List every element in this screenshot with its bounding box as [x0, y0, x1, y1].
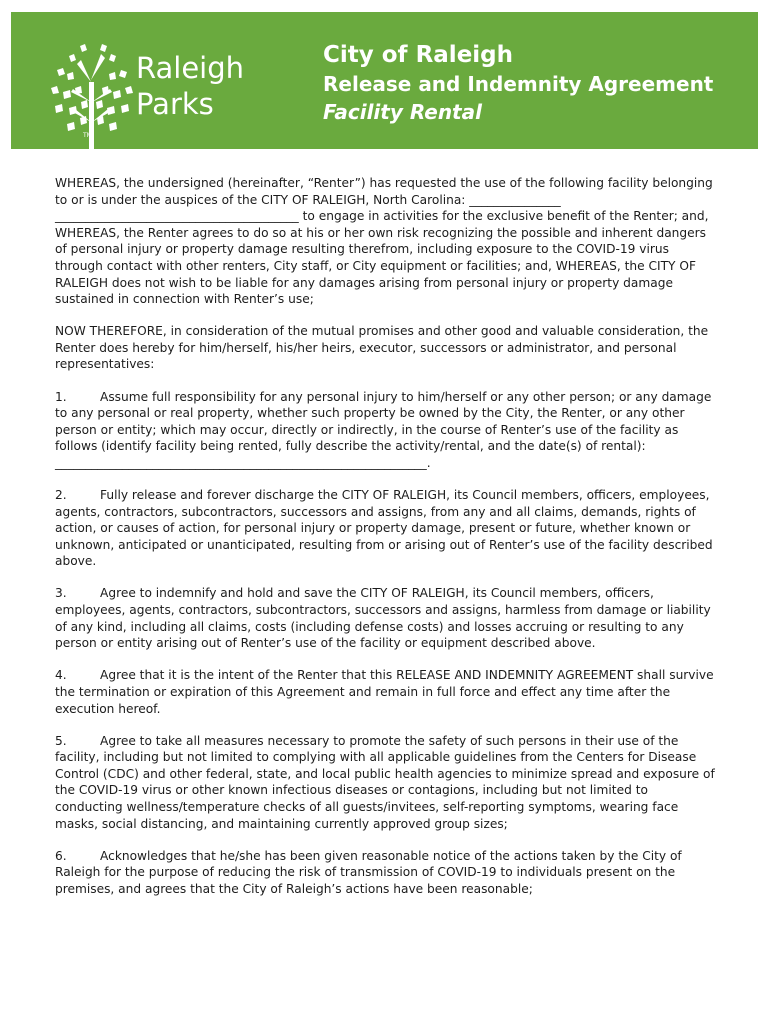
clause-number: 2. — [55, 488, 67, 502]
brand-name — [136, 50, 244, 122]
brand-line-2: Parks — [136, 87, 214, 121]
clause-text: Agree to indemnify and hold and save the CITY OF RALEIGH, its Council members, officers, employees, agents, contractors, subcontractors, successors and assigns, harmless from damage or liability of any kind, including all claims, costs (including defense costs) and losses accruing or resulting to any person or entity arising out of Renter’s use of the facility or equipment described above. — [55, 586, 711, 651]
clause-number: 5. — [55, 733, 67, 748]
clause-number: 6. — [55, 848, 67, 863]
clause-6 — [55, 848, 719, 898]
clause-text: Agree to take all measures necessary to promote the safety of such persons in their use of the facility, including but not limited to complying with all applicable guidelines from the Centers for Disease Control (CDC) and other federal, state, and local public health agencies to minimize spread and exposure of the COVID-19 virus or other known infectious diseases or contagions, including but not limited to conducting wellness/temperature checks of all guests/invitees, self-reporting symptoms, wearing face masks, social distancing, and maintaining currently approved group sizes; — [55, 733, 715, 831]
clause-text: Assume full responsibility for any personal injury to him/herself or any other person; or any damage to any personal or real property, whether such property be owned by the City, the Renter, or any other person or entity; which may occur, directly or indirectly, in the course of Renter’s use of the facility as follows (identify facility being rented, fully describe the activity/rental, and the date(s) of rental): _____________________________________________________________. — [55, 389, 712, 470]
clause-number: 4. — [55, 668, 67, 683]
tree-logo-icon — [47, 42, 137, 150]
document-title: City of Raleigh — [323, 42, 514, 68]
agreement-body — [55, 175, 719, 913]
trademark-mark: TM — [83, 132, 92, 139]
clause-text: Fully release and forever discharge the CITY OF RALEIGH, its Council members, officers, employees, agents, contractors, subcontractors, successors and assigns, from any and all claims, demands, rights of action, or causes of action, for personal injury or property damage, present or future, whether known or unknown, anticipated or unanticipated, resulting from or arising out of Renter’s use of the facility described above. — [55, 488, 713, 569]
now-therefore-paragraph: NOW THEREFORE, in consideration of the mutual promises and other good and valuable consideration, the Renter does hereby for him/herself, his/her heirs, executor, successors or administrator, and personal representatives: — [55, 324, 709, 372]
clause-3 — [55, 585, 719, 651]
document-subtitle-italic: Facility Rental — [323, 100, 482, 124]
clause-5 — [55, 733, 719, 833]
clause-number: 3. — [55, 586, 67, 601]
clause-4 — [55, 667, 719, 717]
brand-line-1: Raleigh — [136, 51, 245, 85]
clause-number: 1. — [55, 389, 67, 404]
clause-2 — [55, 487, 719, 570]
clause-text: Agree that it is the intent of the Renter that this RELEASE AND INDEMNITY AGREEMENT shall survive the termination or expiration of this Agreement and remain in full force and effect any time after the execution hereof. — [55, 668, 714, 716]
whereas-paragraph: WHEREAS, the undersigned (hereinafter, “Renter”) has requested the use of the following facility belonging to or is under the auspices of the CITY OF RALEIGH, North Carolina: _______________ ________________________________________ to engage in activities for the exclusive benefit of the Renter; and, WHEREAS, the Renter agrees to do so at his or her own risk recognizing the possible and inherent dangers of personal injury or property damage resulting therefrom, including exposure to the COVID-19 virus through contact with other renters, City staff, or City equipment or facilities; and, WHEREAS, the CITY OF RALEIGH does not wish to be liable for any damages arising from personal injury or property damage sustained in connection with Renter’s use; — [55, 176, 713, 307]
document-titles — [323, 40, 713, 126]
header-banner — [11, 12, 758, 149]
clause-text: Acknowledges that he/she has been given reasonable notice of the actions taken by the City of Raleigh for the purpose of reducing the risk of transmission of COVID-19 to individuals present on the premises, and agrees that the City of Raleigh’s actions have been reasonable; — [55, 848, 682, 896]
document-subtitle: Release and Indemnity Agreement — [323, 72, 714, 96]
clause-1 — [55, 389, 719, 472]
